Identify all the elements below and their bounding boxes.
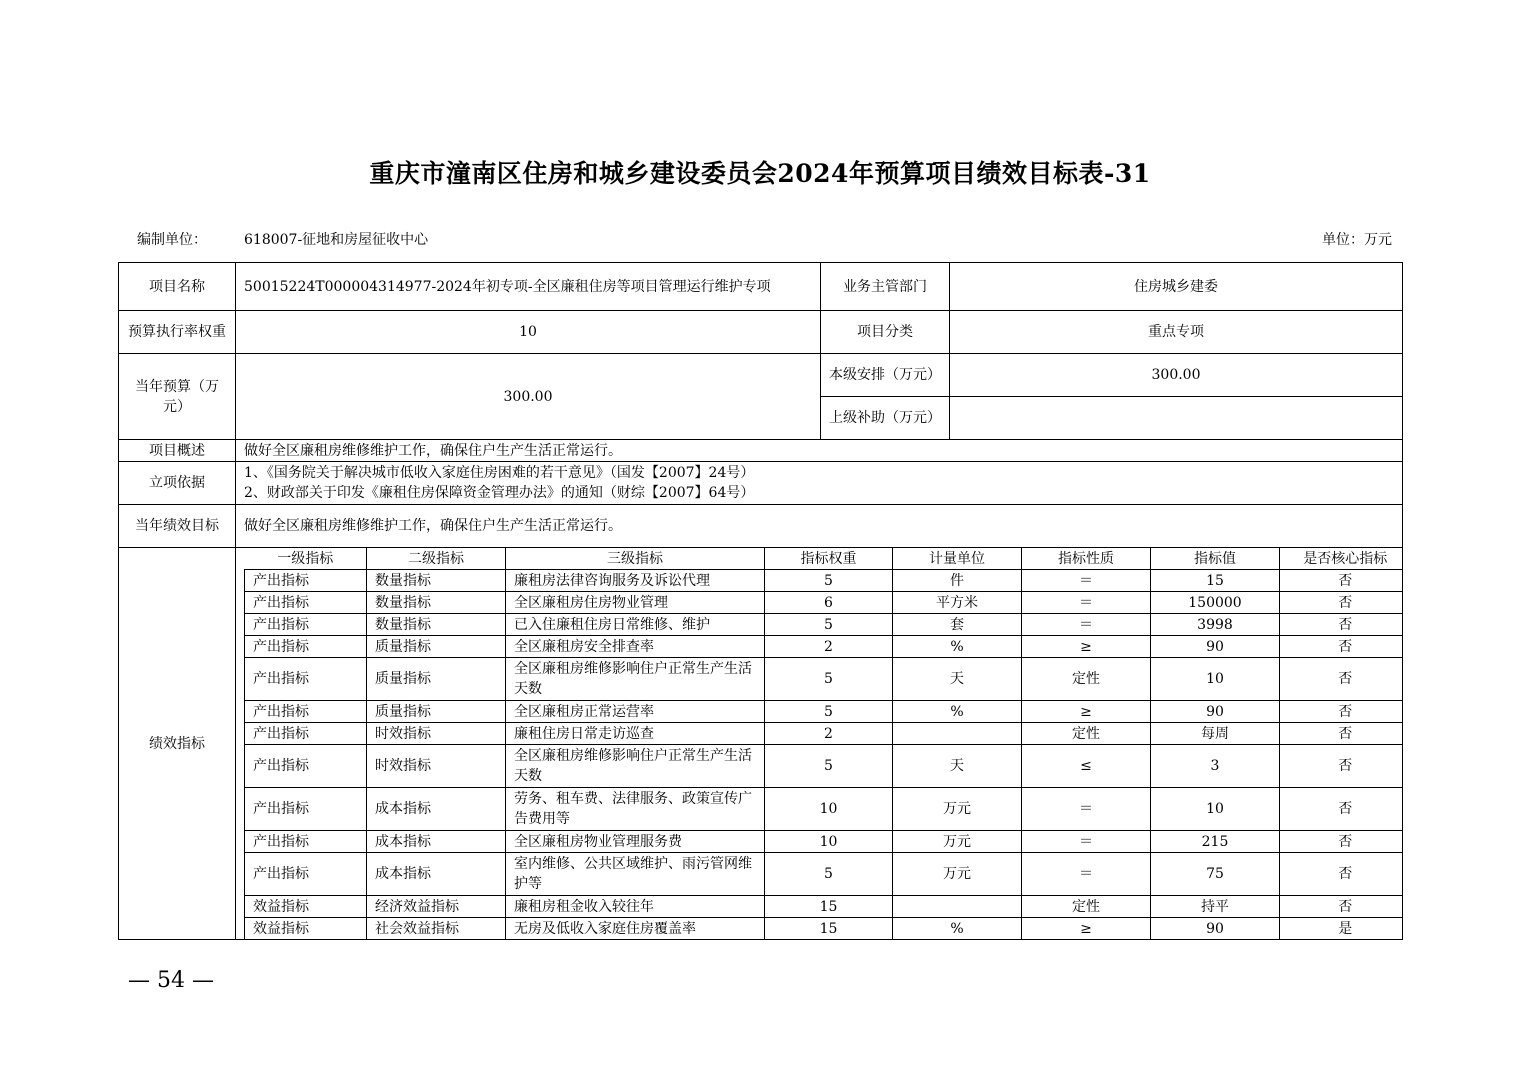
indicator-unit — [893, 723, 1022, 745]
local-value: 300.00 — [950, 354, 1403, 397]
basis-line: 1、《国务院关于解决城市低收入家庭住房困难的若干意见》（国发【2007】24号） — [244, 465, 755, 481]
indicator-core: 否 — [1280, 896, 1403, 918]
indicator-row — [245, 918, 1403, 940]
indicator-nature: ＝ — [1022, 788, 1151, 831]
indicator-level1: 产出指标 — [245, 570, 367, 592]
performance-target-table — [118, 262, 1403, 940]
indicator-unit: 平方米 — [893, 592, 1022, 614]
indicator-value: 90 — [1151, 636, 1280, 658]
indicator-level1: 产出指标 — [245, 636, 367, 658]
indicator-nature: ＝ — [1022, 853, 1151, 896]
indicator-weight: 5 — [765, 701, 893, 723]
indicator-level3: 劳务、租车费、法律服务、政策宣传广告费用等 — [506, 788, 765, 831]
indicator-level1: 产出指标 — [245, 853, 367, 896]
indicator-row — [245, 636, 1403, 658]
indicator-cell — [236, 548, 1403, 940]
indicator-unit: % — [893, 636, 1022, 658]
indicator-value: 90 — [1151, 701, 1280, 723]
header-level1: 一级指标 — [245, 548, 367, 570]
indicator-table — [244, 548, 1403, 939]
indicator-weight: 10 — [765, 788, 893, 831]
indicator-nature: 定性 — [1022, 658, 1151, 701]
project-name-value: 50015224T000004314977-2024年初专项-全区廉租住房等项目管理运行维护专项 — [236, 263, 821, 311]
document-title: 重庆市潼南区住房和城乡建设委员会2024年预算项目绩效目标表-31 — [369, 159, 1151, 188]
indicator-weight: 2 — [765, 723, 893, 745]
indicator-nature: ≥ — [1022, 701, 1151, 723]
indicator-nature: 定性 — [1022, 723, 1151, 745]
category-label: 项目分类 — [821, 311, 950, 354]
budget-value: 300.00 — [236, 354, 821, 440]
overview-label: 项目概述 — [119, 440, 236, 462]
upper-label: 上级补助（万元） — [821, 397, 950, 440]
basis-line: 2、财政部关于印发《廉租住房保障资金管理办法》的通知（财综【2007】64号） — [244, 485, 755, 501]
indicator-nature: 定性 — [1022, 896, 1151, 918]
budget-label: 当年预算（万元） — [119, 354, 236, 440]
indicator-level1: 产出指标 — [245, 723, 367, 745]
indicator-level1: 产出指标 — [245, 592, 367, 614]
indicator-weight: 5 — [765, 853, 893, 896]
upper-value — [950, 397, 1403, 440]
indicator-level1: 产出指标 — [245, 831, 367, 853]
indicator-value: 215 — [1151, 831, 1280, 853]
indicator-level1: 产出指标 — [245, 614, 367, 636]
indicator-value: 每周 — [1151, 723, 1280, 745]
goal-value: 做好全区廉租房维修维护工作，确保住户生产生活正常运行。 — [236, 505, 1403, 548]
indicator-weight: 2 — [765, 636, 893, 658]
indicator-nature: ≥ — [1022, 636, 1151, 658]
indicator-level2: 质量指标 — [367, 658, 506, 701]
page-number: — 54 — — [128, 968, 214, 993]
exec-rate-label: 预算执行率权重 — [119, 311, 236, 354]
indicator-core: 否 — [1280, 658, 1403, 701]
header-weight: 指标权重 — [765, 548, 893, 570]
indicator-level2: 数量指标 — [367, 614, 506, 636]
indicator-level2: 社会效益指标 — [367, 918, 506, 940]
indicator-value: 15 — [1151, 570, 1280, 592]
indicator-level2: 数量指标 — [367, 592, 506, 614]
indicator-level3: 全区廉租房正常运营率 — [506, 701, 765, 723]
basis-value — [236, 462, 1403, 505]
indicator-level3: 已入住廉租住房日常维修、维护 — [506, 614, 765, 636]
indicator-nature: ＝ — [1022, 831, 1151, 853]
overview-value: 做好全区廉租房维修维护工作，确保住户生产生活正常运行。 — [236, 440, 1403, 462]
indicator-row — [245, 701, 1403, 723]
indicator-level2: 成本指标 — [367, 853, 506, 896]
indicator-value: 90 — [1151, 918, 1280, 940]
indicator-level2: 成本指标 — [367, 788, 506, 831]
header-value: 指标值 — [1151, 548, 1280, 570]
indicator-core: 否 — [1280, 723, 1403, 745]
indicator-nature: ≤ — [1022, 745, 1151, 788]
indicator-level1: 效益指标 — [245, 918, 367, 940]
indicator-core: 否 — [1280, 831, 1403, 853]
indicator-core: 否 — [1280, 788, 1403, 831]
local-label: 本级安排（万元） — [821, 354, 950, 397]
indicator-level1: 产出指标 — [245, 701, 367, 723]
indicator-nature: ＝ — [1022, 570, 1151, 592]
indicator-unit — [893, 896, 1022, 918]
perf-label: 绩效指标 — [119, 548, 236, 940]
indicator-weight: 5 — [765, 658, 893, 701]
indicator-unit: 套 — [893, 614, 1022, 636]
indicator-value: 10 — [1151, 658, 1280, 701]
indicator-level3: 全区廉租房维修影响住户正常生产生活天数 — [506, 658, 765, 701]
indicator-row — [245, 658, 1403, 701]
indicator-core: 否 — [1280, 745, 1403, 788]
header-level2: 二级指标 — [367, 548, 506, 570]
indicator-level1: 产出指标 — [245, 658, 367, 701]
indicator-level3: 全区廉租房安全排查率 — [506, 636, 765, 658]
indicator-weight: 5 — [765, 745, 893, 788]
indicator-value: 3 — [1151, 745, 1280, 788]
indicator-weight: 6 — [765, 592, 893, 614]
indicator-core: 否 — [1280, 636, 1403, 658]
indicator-level2: 时效指标 — [367, 745, 506, 788]
indicator-level3: 廉租房法律咨询服务及诉讼代理 — [506, 570, 765, 592]
indicator-level3: 廉租住房日常走访巡查 — [506, 723, 765, 745]
project-name-label: 项目名称 — [119, 263, 236, 311]
basis-label: 立项依据 — [119, 462, 236, 505]
indicator-unit: 天 — [893, 658, 1022, 701]
exec-rate-value: 10 — [236, 311, 821, 354]
indicator-unit: 件 — [893, 570, 1022, 592]
indicator-unit: 万元 — [893, 853, 1022, 896]
indicator-level2: 质量指标 — [367, 636, 506, 658]
indicator-unit: % — [893, 918, 1022, 940]
unit-value: 618007-征地和房屋征收中心 — [244, 232, 429, 248]
indicator-core: 否 — [1280, 701, 1403, 723]
indicator-level2: 质量指标 — [367, 701, 506, 723]
currency-unit: 单位：万元 — [1322, 232, 1392, 248]
indicator-value: 10 — [1151, 788, 1280, 831]
unit-label: 编制单位： — [137, 232, 207, 248]
indicator-nature: ＝ — [1022, 614, 1151, 636]
dept-label: 业务主管部门 — [821, 263, 950, 311]
indicator-nature: ≥ — [1022, 918, 1151, 940]
indicator-unit: % — [893, 701, 1022, 723]
indicator-row — [245, 831, 1403, 853]
indicator-row — [245, 853, 1403, 896]
indicator-core: 否 — [1280, 570, 1403, 592]
indicator-row — [245, 723, 1403, 745]
category-value: 重点专项 — [950, 311, 1403, 354]
indicator-weight: 15 — [765, 896, 893, 918]
indicator-nature: ＝ — [1022, 592, 1151, 614]
indicator-body — [245, 570, 1403, 940]
indicator-core: 否 — [1280, 592, 1403, 614]
indicator-level1: 效益指标 — [245, 896, 367, 918]
indicator-row — [245, 896, 1403, 918]
indicator-row — [245, 592, 1403, 614]
header-level3: 三级指标 — [506, 548, 765, 570]
indicator-level1: 产出指标 — [245, 788, 367, 831]
indicator-core: 是 — [1280, 918, 1403, 940]
indicator-level2: 时效指标 — [367, 723, 506, 745]
indicator-value: 3998 — [1151, 614, 1280, 636]
dept-value: 住房城乡建委 — [950, 263, 1403, 311]
indicator-weight: 10 — [765, 831, 893, 853]
indicator-core: 否 — [1280, 614, 1403, 636]
indicator-level3: 全区廉租房维修影响住户正常生产生活天数 — [506, 745, 765, 788]
indicator-row — [245, 788, 1403, 831]
indicator-row — [245, 745, 1403, 788]
indicator-unit: 万元 — [893, 788, 1022, 831]
indicator-unit: 万元 — [893, 831, 1022, 853]
indicator-core: 否 — [1280, 853, 1403, 896]
indicator-level3: 室内维修、公共区域维护、雨污管网维护等 — [506, 853, 765, 896]
indicator-value: 持平 — [1151, 896, 1280, 918]
indicator-level3: 廉租房租金收入较往年 — [506, 896, 765, 918]
goal-label: 当年绩效目标 — [119, 505, 236, 548]
indicator-level2: 经济效益指标 — [367, 896, 506, 918]
indicator-level2: 数量指标 — [367, 570, 506, 592]
header-core: 是否核心指标 — [1280, 548, 1403, 570]
indicator-level3: 无房及低收入家庭住房覆盖率 — [506, 918, 765, 940]
indicator-value: 150000 — [1151, 592, 1280, 614]
indicator-weight: 15 — [765, 918, 893, 940]
header-nature: 指标性质 — [1022, 548, 1151, 570]
indicator-row — [245, 614, 1403, 636]
indicator-header-row — [245, 548, 1403, 570]
indicator-level3: 全区廉租房住房物业管理 — [506, 592, 765, 614]
indicator-weight: 5 — [765, 570, 893, 592]
indicator-level1: 产出指标 — [245, 745, 367, 788]
indicator-weight: 5 — [765, 614, 893, 636]
indicator-row — [245, 570, 1403, 592]
indicator-unit: 天 — [893, 745, 1022, 788]
indicator-level3: 全区廉租房物业管理服务费 — [506, 831, 765, 853]
indicator-level2: 成本指标 — [367, 831, 506, 853]
indicator-value: 75 — [1151, 853, 1280, 896]
header-unit: 计量单位 — [893, 548, 1022, 570]
